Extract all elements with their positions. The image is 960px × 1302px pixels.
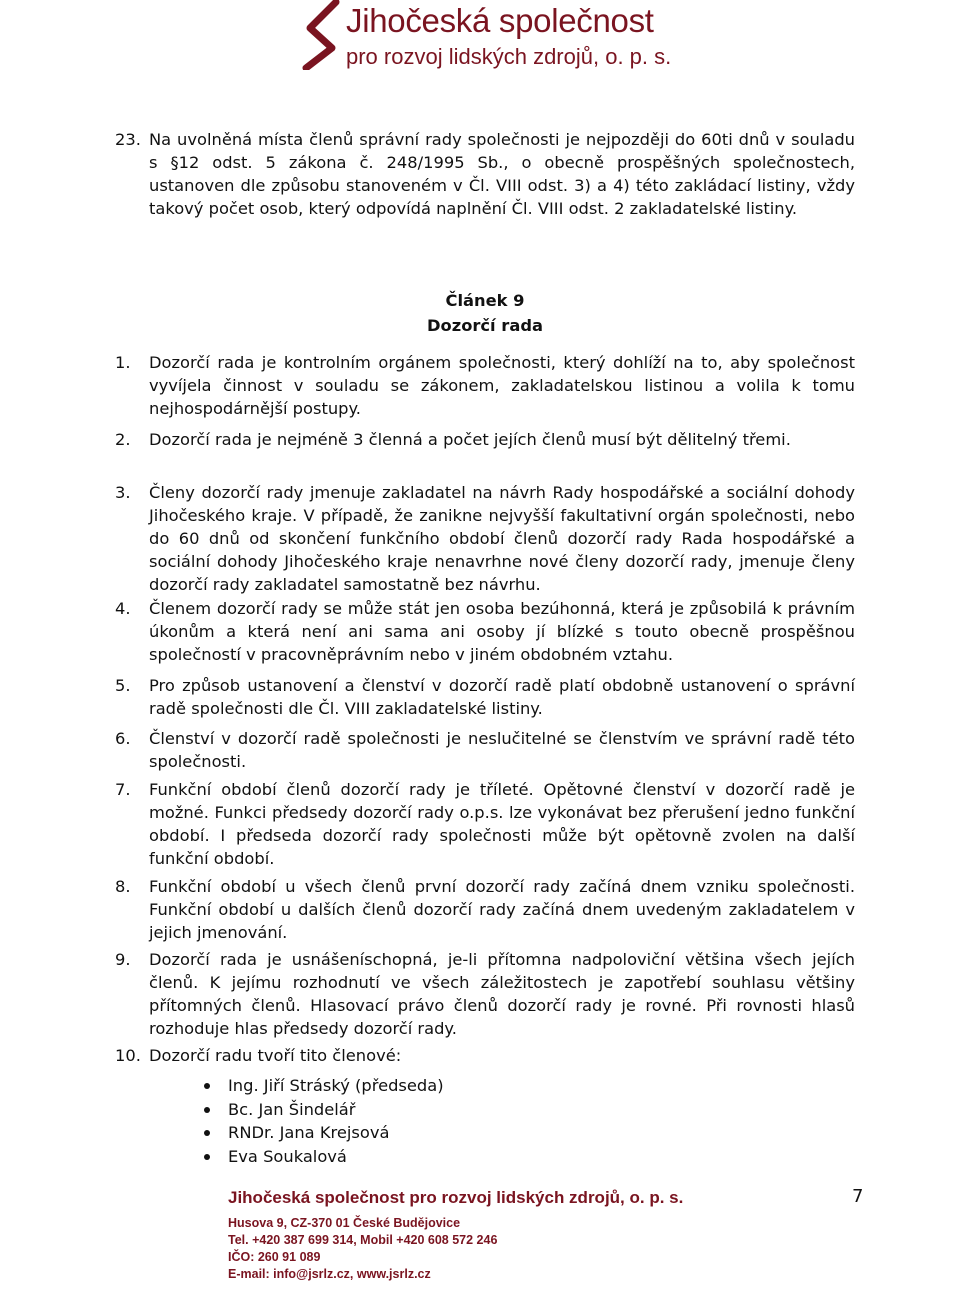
item-1-block: [115, 351, 855, 420]
intro-section: [115, 128, 855, 220]
item-3-block: [115, 481, 855, 596]
item-number: 7.: [115, 780, 131, 799]
member-item: RNDr. Jana Krejsová: [200, 1121, 444, 1145]
item-text: Dozorčí rada je usnášeníschopná, je-li přítomna nadpoloviční většina všech jejích členů. K jejímu rozhodnutí ve všech záležitostech je zapotřebí souhlasu většiny přítomných členů. Hlasovací právo členů dozorčí rady je rovné. Při rovnosti hlasů rozhoduje hlas předsedy dozorčí rady.: [149, 950, 855, 1038]
member-item: Bc. Jan Šindelář: [200, 1098, 444, 1122]
list-item-8: [115, 875, 855, 944]
item-4-block: [115, 597, 855, 666]
list-item-10: [115, 1044, 855, 1067]
item-text: Dozorčí radu tvoří tito členové:: [149, 1046, 402, 1065]
item-6-block: [115, 727, 855, 773]
list-item-6: [115, 727, 855, 773]
item-10-block: [115, 1044, 855, 1067]
item-text: Členství v dozorčí radě společnosti je neslučitelné se členstvím ve správní radě této společnosti.: [149, 729, 855, 771]
item-number: 4.: [115, 599, 131, 618]
footer-phone: Tel. +420 387 699 314, Mobil +420 608 572 246: [228, 1233, 498, 1247]
item-text: Členem dozorčí rady se může stát jen osoba bezúhonná, která je způsobilá k právním úkonům a která není ani sama ani osoby jí blízké s touto obecně prospěšnou společností v pracovněprávním nebo v jiném obdobném vztahu.: [149, 599, 855, 664]
item-number: 2.: [115, 430, 131, 449]
item-text: Funkční období u všech členů první dozorčí rady začíná dnem vzniku společnosti. Funkční období u dalších členů dozorčí rady začíná dnem uvedeným zakladatelem v jejich jmenování.: [149, 877, 855, 942]
member-list: [200, 1074, 444, 1168]
list-item-3: [115, 481, 855, 596]
member-item: Eva Soukalová: [200, 1145, 444, 1169]
logo-line-2: pro rozvoj lidských zdrojů, o. p. s.: [346, 44, 672, 69]
item-number: 3.: [115, 483, 131, 502]
item-2-block: [115, 428, 855, 451]
logo-mark-icon: [300, 0, 346, 70]
item-number: 23.: [115, 130, 141, 149]
item-5-block: [115, 674, 855, 720]
page-number: 7: [852, 1186, 864, 1207]
list-item-5: [115, 674, 855, 720]
item-number: 5.: [115, 676, 131, 695]
article-subtitle: Dozorčí rada: [427, 316, 543, 335]
list-item-7: [115, 778, 855, 870]
item-text: Dozorčí rada je kontrolním orgánem společnosti, který dohlíží na to, aby společnost vyvíjela činnost v souladu se zákonem, zakladatelskou listinou a volila k tomu nejhospodárnější postupy.: [149, 353, 855, 418]
item-9-block: [115, 948, 855, 1040]
member-item: Ing. Jiří Stráský (předseda): [200, 1074, 444, 1098]
logo-line-1: Jihočeská společnost: [346, 2, 654, 39]
list-item-4: [115, 597, 855, 666]
item-7-block: [115, 778, 855, 870]
footer-org-name: Jihočeská společnost pro rozvoj lidských zdrojů, o. p. s.: [228, 1188, 684, 1207]
item-text: Pro způsob ustanovení a členství v dozorčí radě platí obdobně ustanovení o správní radě společnosti dle Čl. VIII zakladatelské listiny.: [149, 676, 855, 718]
footer-email: E-mail: info@jsrlz.cz, www.jsrlz.cz: [228, 1267, 431, 1281]
list-item-9: [115, 948, 855, 1040]
footer-address: Husova 9, CZ-370 01 České Budějovice: [228, 1216, 461, 1230]
item-number: 8.: [115, 877, 131, 896]
item-number: 10.: [115, 1046, 141, 1065]
list-item-23: [115, 128, 855, 220]
item-number: 6.: [115, 729, 131, 748]
list-item-2: [115, 428, 855, 451]
list-item-1: [115, 351, 855, 420]
item-8-block: [115, 875, 855, 944]
item-text: Funkční období členů dozorčí rady je tříleté. Opětovné členství v dozorčí radě je možné. Funkci předsedy dozorčí rady o.p.s. lze vykonávat bez přerušení jedno funkční období. I předseda dozorčí rady společnosti může být opětovně zvolen na další funkční období.: [149, 780, 855, 868]
article-heading: [115, 288, 855, 338]
item-text: Dozorčí rada je nejméně 3 členná a počet jejích členů musí být dělitelný třemi.: [149, 430, 791, 449]
header-logo: [300, 0, 680, 82]
item-number: 1.: [115, 353, 131, 372]
item-number: 9.: [115, 950, 131, 969]
item-text: Členy dozorčí rady jmenuje zakladatel na návrh Rady hospodářské a sociální dohody Jihočeského kraje. V případě, že zanikne nejvyšší fakultativní orgán společnosti, nebo do 60 dnů od skončení funkčního období členů dozorčí rady Rada hospodářské a sociální dohody Jihočeského kraje nenavrhne nové členy dozorčí rady, jmenuje členy dozorčí rady zakladatel samostatně bez návrhu.: [149, 483, 855, 594]
footer-ico: IČO: 260 91 089: [228, 1250, 321, 1264]
item-text: Na uvolněná místa členů správní rady společnosti je nejpozději do 60ti dnů v souladu s §12 odst. 5 zákona č. 248/1995 Sb., o obecně prospěšných společnostech, ustanoven dle způsobu stanoveném v Čl. VIII odst. 3) a 4) této zakládací listiny, vždy takový počet osob, který odpovídá naplnění Čl. VIII odst. 2 zakladatelské listiny.: [149, 130, 855, 218]
article-title: Článek 9: [445, 291, 525, 310]
